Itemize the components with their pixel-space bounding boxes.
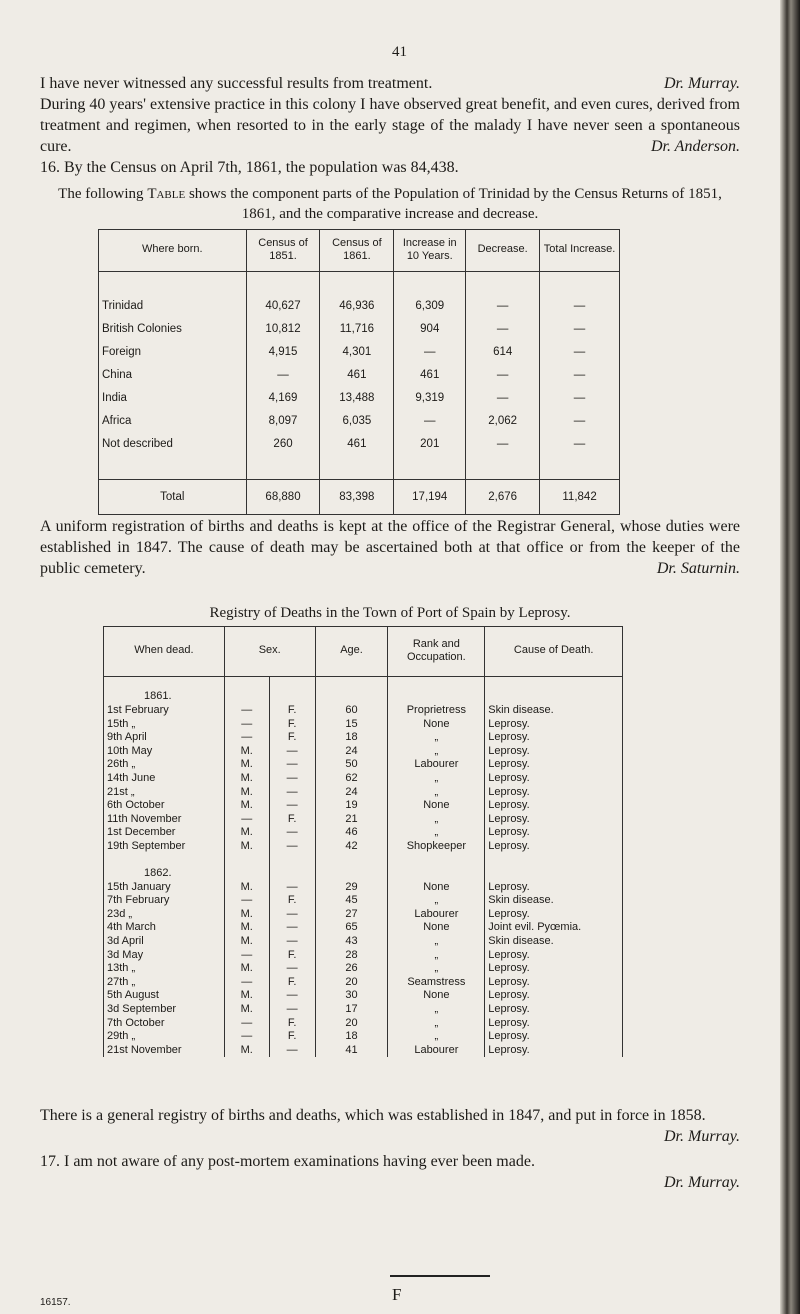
table-cell: 21st „ bbox=[104, 785, 225, 799]
table-cell bbox=[315, 853, 388, 867]
table-cell bbox=[485, 867, 623, 881]
column-header: Where born. bbox=[99, 229, 247, 271]
table-cell: — bbox=[269, 799, 315, 813]
table-cell: Leprosy. bbox=[485, 1044, 623, 1058]
table-cell: 18 bbox=[315, 731, 388, 745]
page-edge bbox=[780, 0, 800, 1314]
table-cell bbox=[224, 867, 269, 881]
column-header: Census of 1851. bbox=[246, 229, 320, 271]
table-cell: Africa bbox=[99, 410, 247, 433]
table-row bbox=[104, 717, 623, 731]
column-header: Total Increase. bbox=[540, 229, 620, 271]
table-cell: 15 bbox=[315, 717, 388, 731]
table-cell: Leprosy. bbox=[485, 812, 623, 826]
table-cell: — bbox=[269, 880, 315, 894]
table-cell: 8,097 bbox=[246, 410, 320, 433]
paragraph-text: During 40 years' extensive practice in this colony I have observed great benefit, and even cures, derived from treatment and regimen, when resorted to in the early stage of the malady I have never seen a spontaneous cure. bbox=[40, 96, 740, 155]
table-cell: Leprosy. bbox=[485, 989, 623, 1003]
table-cell: None bbox=[388, 921, 485, 935]
table-cell: Shopkeeper bbox=[388, 840, 485, 854]
signature: Dr. Murray. bbox=[663, 75, 740, 92]
table-cell: Leprosy. bbox=[485, 758, 623, 772]
column-header: Rank and Occupation. bbox=[388, 626, 485, 676]
table-cell: — bbox=[224, 812, 269, 826]
table-header-row bbox=[104, 626, 623, 676]
table-cell: — bbox=[540, 318, 620, 341]
table-cell: — bbox=[540, 433, 620, 456]
table-row bbox=[104, 744, 623, 758]
table-cell: Leprosy. bbox=[485, 744, 623, 758]
table-cell: — bbox=[224, 717, 269, 731]
table-cell: China bbox=[99, 364, 247, 387]
table-cell bbox=[388, 853, 485, 867]
table-cell: — bbox=[269, 758, 315, 772]
table-cell: 50 bbox=[315, 758, 388, 772]
table-cell: Leprosy. bbox=[485, 908, 623, 922]
table-cell: 21st November bbox=[104, 1044, 225, 1058]
table-row bbox=[104, 908, 623, 922]
table-cell: None bbox=[388, 880, 485, 894]
table-cell: M. bbox=[224, 921, 269, 935]
table-cell: 24 bbox=[315, 744, 388, 758]
table-cell: 68,880 bbox=[246, 479, 320, 514]
table-cell: None bbox=[388, 717, 485, 731]
table-cell bbox=[485, 690, 623, 704]
table-cell: 9th April bbox=[104, 731, 225, 745]
table-cell: 62 bbox=[315, 772, 388, 786]
table-cell: — bbox=[269, 744, 315, 758]
table-cell: 15th January bbox=[104, 880, 225, 894]
table-cell: 13,488 bbox=[320, 387, 394, 410]
table-cell: 904 bbox=[394, 318, 466, 341]
table-cell: F. bbox=[269, 717, 315, 731]
table-cell: — bbox=[246, 364, 320, 387]
table-cell: M. bbox=[224, 826, 269, 840]
table-cell: Not described bbox=[99, 433, 247, 456]
table-row bbox=[99, 387, 620, 410]
table-cell: India bbox=[99, 387, 247, 410]
table-row bbox=[104, 758, 623, 772]
table-cell: „ bbox=[388, 1003, 485, 1017]
table-cell: 46,936 bbox=[320, 295, 394, 318]
table-cell: 26 bbox=[315, 962, 388, 976]
table-cell: M. bbox=[224, 785, 269, 799]
table-cell bbox=[388, 690, 485, 704]
paragraph-registry bbox=[40, 1105, 740, 1147]
table-cell: M. bbox=[224, 758, 269, 772]
table-cell: 3d April bbox=[104, 935, 225, 949]
year-row bbox=[104, 867, 623, 881]
table-row bbox=[99, 410, 620, 433]
table-cell bbox=[224, 690, 269, 704]
table-cell: M. bbox=[224, 840, 269, 854]
table-cell: 10,812 bbox=[246, 318, 320, 341]
paragraph-text: I have never witnessed any successful results from treatment. bbox=[40, 75, 433, 92]
table-cell: Leprosy. bbox=[485, 772, 623, 786]
table-cell: „ bbox=[388, 894, 485, 908]
table-cell: „ bbox=[388, 948, 485, 962]
table-cell: „ bbox=[388, 785, 485, 799]
table-cell: Leprosy. bbox=[485, 962, 623, 976]
table-cell: — bbox=[269, 772, 315, 786]
page-number: 41 bbox=[392, 44, 407, 60]
table-cell bbox=[269, 853, 315, 867]
table-cell: „ bbox=[388, 826, 485, 840]
table-row bbox=[104, 1003, 623, 1017]
table-cell: 60 bbox=[315, 704, 388, 718]
table-cell: M. bbox=[224, 935, 269, 949]
table-row bbox=[104, 799, 623, 813]
table-row bbox=[104, 840, 623, 854]
table-row bbox=[104, 1016, 623, 1030]
table-row bbox=[104, 948, 623, 962]
column-header: Census of 1861. bbox=[320, 229, 394, 271]
column-header: Age. bbox=[315, 626, 388, 676]
table-row bbox=[104, 704, 623, 718]
table-cell: — bbox=[224, 948, 269, 962]
table-cell: Leprosy. bbox=[485, 731, 623, 745]
table-cell: 40,627 bbox=[246, 295, 320, 318]
table-row bbox=[104, 812, 623, 826]
table-cell: 13th „ bbox=[104, 962, 225, 976]
table2-caption: Registry of Deaths in the Town of Port of Spain by Leprosy. bbox=[209, 605, 571, 621]
table-row bbox=[99, 364, 620, 387]
table-cell: 1st February bbox=[104, 704, 225, 718]
table-cell: M. bbox=[224, 908, 269, 922]
table-cell: 2,676 bbox=[466, 479, 540, 514]
table-cell: 6,035 bbox=[320, 410, 394, 433]
table-cell bbox=[388, 867, 485, 881]
table-cell: Proprietress bbox=[388, 704, 485, 718]
table-row bbox=[104, 921, 623, 935]
table-cell: 28 bbox=[315, 948, 388, 962]
table-cell: „ bbox=[388, 1030, 485, 1044]
table-row bbox=[104, 731, 623, 745]
table-cell: 11th November bbox=[104, 812, 225, 826]
table-cell: Leprosy. bbox=[485, 785, 623, 799]
population-table bbox=[98, 229, 620, 515]
table-cell: — bbox=[466, 433, 540, 456]
table-cell: — bbox=[269, 840, 315, 854]
table-cell: 1862. bbox=[104, 867, 225, 881]
table-cell: 4th March bbox=[104, 921, 225, 935]
table-cell: Labourer bbox=[388, 1044, 485, 1058]
table-cell: 20 bbox=[315, 1016, 388, 1030]
table-cell: — bbox=[224, 1016, 269, 1030]
table-cell: 26th „ bbox=[104, 758, 225, 772]
table-cell: Foreign bbox=[99, 341, 247, 364]
table-cell: 614 bbox=[466, 341, 540, 364]
table-cell: — bbox=[540, 410, 620, 433]
table-cell: 461 bbox=[394, 364, 466, 387]
table-cell: — bbox=[224, 894, 269, 908]
table-cell: 17 bbox=[315, 1003, 388, 1017]
table-cell: — bbox=[394, 341, 466, 364]
table-cell: — bbox=[466, 318, 540, 341]
table-cell: — bbox=[269, 1044, 315, 1058]
table-cell: — bbox=[224, 731, 269, 745]
table-cell: M. bbox=[224, 1003, 269, 1017]
table-cell: 83,398 bbox=[320, 479, 394, 514]
table-cell: 11,842 bbox=[540, 479, 620, 514]
table-cell: 21 bbox=[315, 812, 388, 826]
table-cell: 7th February bbox=[104, 894, 225, 908]
table-cell: F. bbox=[269, 976, 315, 990]
column-header: When dead. bbox=[104, 626, 225, 676]
table-cell: 46 bbox=[315, 826, 388, 840]
table-cell: 45 bbox=[315, 894, 388, 908]
table-cell: 24 bbox=[315, 785, 388, 799]
table-cell: 10th May bbox=[104, 744, 225, 758]
table-cell: M. bbox=[224, 744, 269, 758]
table-row bbox=[104, 976, 623, 990]
table-cell: Total bbox=[99, 479, 247, 514]
table-cell: — bbox=[269, 785, 315, 799]
table-row bbox=[104, 826, 623, 840]
year-row bbox=[104, 690, 623, 704]
column-header: Decrease. bbox=[466, 229, 540, 271]
table-cell: 23d „ bbox=[104, 908, 225, 922]
table-cell: 1st December bbox=[104, 826, 225, 840]
table-cell: Labourer bbox=[388, 908, 485, 922]
paragraph-text: A uniform registration of births and deaths is kept at the office of the Registrar General, whose duties were established in 1847. The cause of death may be ascertained both at that office or from the keeper of the public cemetery. bbox=[40, 518, 740, 577]
table-cell: F. bbox=[269, 731, 315, 745]
table-cell: Labourer bbox=[388, 758, 485, 772]
table-cell: — bbox=[466, 295, 540, 318]
paragraph-17: 17. I am not aware of any post-mortem examinations having ever been made. bbox=[40, 1153, 535, 1170]
table-cell: Joint evil. Pyœmia. bbox=[485, 921, 623, 935]
table-cell bbox=[485, 853, 623, 867]
table-cell: F. bbox=[269, 1016, 315, 1030]
table-cell: „ bbox=[388, 772, 485, 786]
table-row bbox=[104, 853, 623, 867]
table-cell: 19 bbox=[315, 799, 388, 813]
table-row bbox=[104, 1044, 623, 1058]
table-cell bbox=[269, 690, 315, 704]
signature: Dr. Murray. bbox=[663, 1128, 740, 1145]
table-cell: 1861. bbox=[104, 690, 225, 704]
column-header: Increase in 10 Years. bbox=[394, 229, 466, 271]
table-cell: F. bbox=[269, 948, 315, 962]
table-row bbox=[104, 935, 623, 949]
paragraph-anderson bbox=[40, 94, 740, 157]
table-cell: 461 bbox=[320, 433, 394, 456]
table-cell: 3d September bbox=[104, 1003, 225, 1017]
paragraph-murray-1 bbox=[40, 73, 740, 94]
table-cell: 11,716 bbox=[320, 318, 394, 341]
table-cell: Leprosy. bbox=[485, 840, 623, 854]
table-row bbox=[99, 318, 620, 341]
table-cell: Skin disease. bbox=[485, 704, 623, 718]
table-cell: Leprosy. bbox=[485, 880, 623, 894]
table-cell bbox=[269, 867, 315, 881]
table-row bbox=[104, 1030, 623, 1044]
table-cell: — bbox=[269, 921, 315, 935]
paragraph-16: 16. By the Census on April 7th, 1861, the population was 84,438. bbox=[40, 159, 459, 176]
table-cell: 41 bbox=[315, 1044, 388, 1058]
column-header: Sex. bbox=[224, 626, 315, 676]
paragraph-17-signature: Dr. Murray. bbox=[663, 1174, 740, 1191]
table-cell: Leprosy. bbox=[485, 948, 623, 962]
table-cell: — bbox=[394, 410, 466, 433]
table-row bbox=[104, 880, 623, 894]
table-cell: 6th October bbox=[104, 799, 225, 813]
table-cell: „ bbox=[388, 812, 485, 826]
table-row bbox=[104, 772, 623, 786]
table-cell: Skin disease. bbox=[485, 935, 623, 949]
table-cell: Leprosy. bbox=[485, 1003, 623, 1017]
table-cell: F. bbox=[269, 1030, 315, 1044]
print-code: 16157. bbox=[40, 1297, 71, 1308]
table-cell: Leprosy. bbox=[485, 1030, 623, 1044]
paragraph-saturnin bbox=[40, 516, 740, 579]
table-cell: — bbox=[540, 387, 620, 410]
table-cell: — bbox=[224, 976, 269, 990]
table-cell: Leprosy. bbox=[485, 1016, 623, 1030]
table-cell: 27th „ bbox=[104, 976, 225, 990]
table-cell: — bbox=[269, 989, 315, 1003]
table-cell: 5th August bbox=[104, 989, 225, 1003]
table-cell: Leprosy. bbox=[485, 717, 623, 731]
deaths-registry-table bbox=[103, 626, 623, 1057]
table-cell: 4,301 bbox=[320, 341, 394, 364]
signature-letter: F bbox=[392, 1285, 402, 1304]
table-cell: M. bbox=[224, 799, 269, 813]
table-cell: Leprosy. bbox=[485, 799, 623, 813]
table-cell: Leprosy. bbox=[485, 826, 623, 840]
table-cell: — bbox=[269, 908, 315, 922]
table-cell: 260 bbox=[246, 433, 320, 456]
table-cell: 4,915 bbox=[246, 341, 320, 364]
table-cell: — bbox=[224, 704, 269, 718]
table-cell: — bbox=[269, 1003, 315, 1017]
table-cell: 29th „ bbox=[104, 1030, 225, 1044]
table-cell: 42 bbox=[315, 840, 388, 854]
table-cell bbox=[315, 690, 388, 704]
table-cell: — bbox=[224, 1030, 269, 1044]
table-row bbox=[104, 989, 623, 1003]
footer-rule bbox=[390, 1275, 490, 1277]
table-header-row bbox=[99, 229, 620, 271]
table-cell: 18 bbox=[315, 1030, 388, 1044]
table-cell: „ bbox=[388, 935, 485, 949]
table-cell: 9,319 bbox=[394, 387, 466, 410]
paragraph-text: There is a general registry of births and deaths, which was established in 1847, and put in force in 1858. bbox=[40, 1107, 706, 1124]
table1-caption: The following Table shows the component parts of the Population of Trinidad by the Census Returns of 1851, 1861, and the comparative increase and decrease. bbox=[58, 186, 722, 222]
table-cell: 4,169 bbox=[246, 387, 320, 410]
table-cell bbox=[224, 853, 269, 867]
table-cell: — bbox=[269, 826, 315, 840]
table-row bbox=[104, 785, 623, 799]
table-cell: Leprosy. bbox=[485, 976, 623, 990]
table-cell: 7th October bbox=[104, 1016, 225, 1030]
table-cell: 17,194 bbox=[394, 479, 466, 514]
table-cell: F. bbox=[269, 812, 315, 826]
table-cell: — bbox=[540, 295, 620, 318]
table-row bbox=[99, 433, 620, 456]
table-cell: M. bbox=[224, 989, 269, 1003]
table-cell: 461 bbox=[320, 364, 394, 387]
table-cell bbox=[315, 867, 388, 881]
table-row bbox=[99, 341, 620, 364]
table-cell: Trinidad bbox=[99, 295, 247, 318]
table-row bbox=[104, 962, 623, 976]
table-cell: 30 bbox=[315, 989, 388, 1003]
table-cell: 201 bbox=[394, 433, 466, 456]
table-cell: British Colonies bbox=[99, 318, 247, 341]
table-cell: — bbox=[540, 364, 620, 387]
table-cell: 15th „ bbox=[104, 717, 225, 731]
table-cell: — bbox=[269, 962, 315, 976]
table-cell: 29 bbox=[315, 880, 388, 894]
table-cell: 27 bbox=[315, 908, 388, 922]
table-cell: — bbox=[540, 341, 620, 364]
signature: Dr. Saturnin. bbox=[656, 560, 740, 577]
table-cell: 2,062 bbox=[466, 410, 540, 433]
table-cell: „ bbox=[388, 731, 485, 745]
column-header: Cause of Death. bbox=[485, 626, 623, 676]
table-cell: — bbox=[466, 364, 540, 387]
table-cell: — bbox=[269, 935, 315, 949]
table-cell: None bbox=[388, 989, 485, 1003]
table-row bbox=[99, 295, 620, 318]
table-cell: Seamstress bbox=[388, 976, 485, 990]
table-cell: 65 bbox=[315, 921, 388, 935]
table-cell: M. bbox=[224, 772, 269, 786]
table-cell: 6,309 bbox=[394, 295, 466, 318]
table-cell: 20 bbox=[315, 976, 388, 990]
table-row bbox=[104, 894, 623, 908]
table-cell: — bbox=[466, 387, 540, 410]
table-cell: M. bbox=[224, 880, 269, 894]
table-cell bbox=[104, 853, 225, 867]
signature: Dr. Anderson. bbox=[650, 138, 740, 155]
table-cell: 43 bbox=[315, 935, 388, 949]
table-cell: M. bbox=[224, 1044, 269, 1058]
table-cell: „ bbox=[388, 962, 485, 976]
table-cell: F. bbox=[269, 894, 315, 908]
table-cell: None bbox=[388, 799, 485, 813]
table-cell: Skin disease. bbox=[485, 894, 623, 908]
table-cell: „ bbox=[388, 1016, 485, 1030]
table-cell: F. bbox=[269, 704, 315, 718]
table-cell: 14th June bbox=[104, 772, 225, 786]
table-cell: 3d May bbox=[104, 948, 225, 962]
table-cell: „ bbox=[388, 744, 485, 758]
table-total-row bbox=[99, 479, 620, 514]
table-cell: 19th September bbox=[104, 840, 225, 854]
table-cell: M. bbox=[224, 962, 269, 976]
